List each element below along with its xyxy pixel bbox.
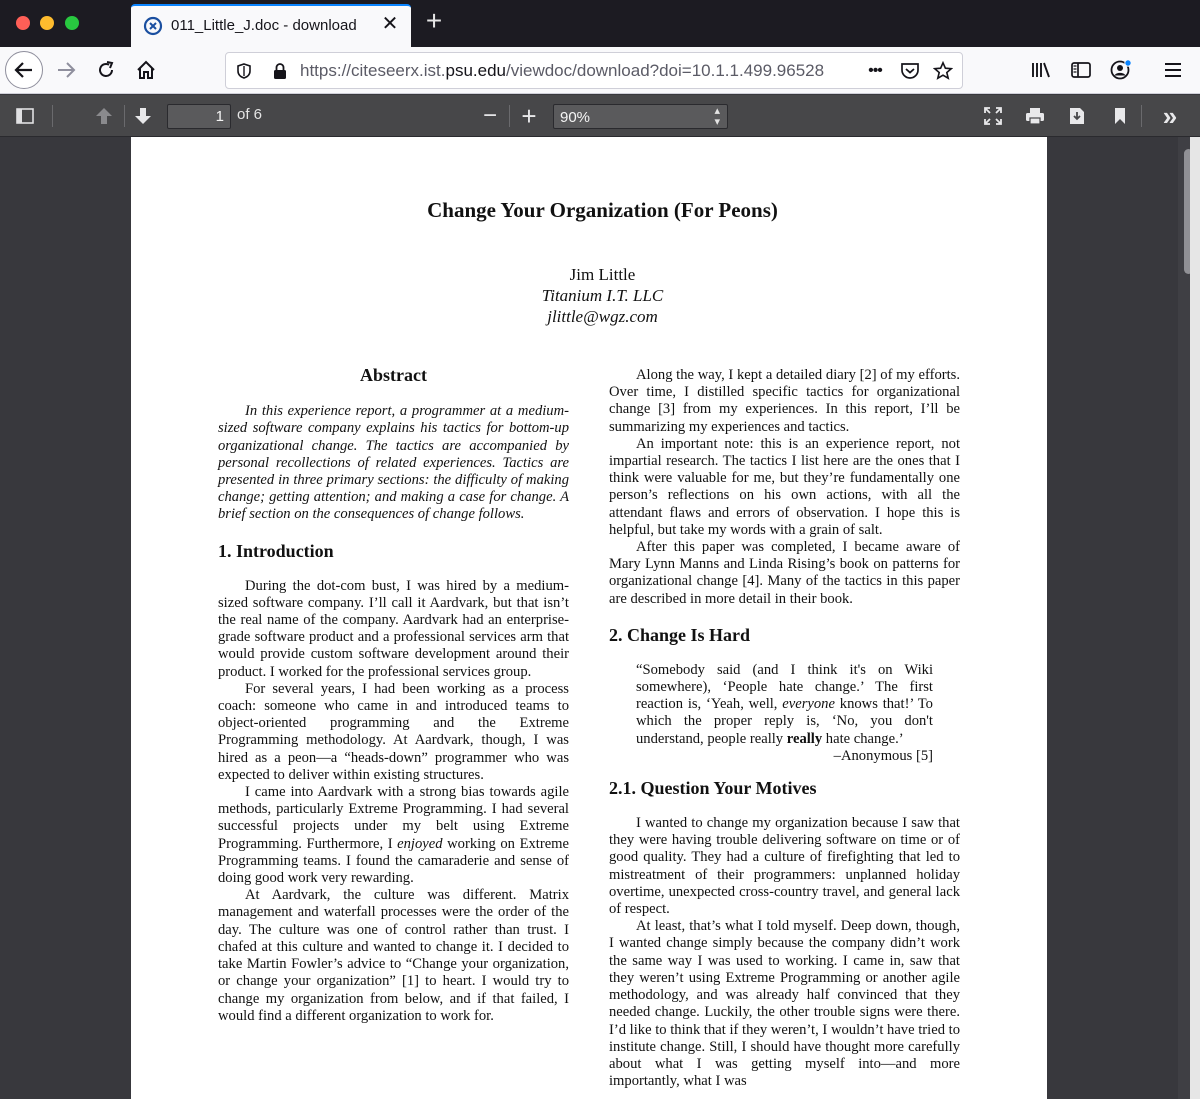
quote-strong: really <box>786 730 823 747</box>
right-column <box>609 367 960 1090</box>
quote-emphasis: everyone <box>782 696 835 713</box>
nav-bar <box>0 47 1200 94</box>
url-path: /viewdoc/download?doi=10.1.1.499.96528 <box>506 61 825 80</box>
zoom-in-button[interactable]: + <box>521 100 537 131</box>
page-count-label: of 6 <box>237 106 263 123</box>
intro-p3-emphasis: enjoyed <box>397 835 443 852</box>
pdf-page <box>131 137 1047 1099</box>
change-heading: 2. Change Is Hard <box>609 624 751 645</box>
toolbar-separator <box>1141 105 1142 127</box>
right-paragraph-1: Along the way, I kept a detailed diary [2] of my efforts. Over time, I distilled specific tactics for organizational change [3] from my experiences. In this report, I’ll be summarizing my experiences and tactics. <box>609 367 960 435</box>
tab-strip <box>0 0 1200 47</box>
zoom-select[interactable] <box>553 104 728 129</box>
intro-p3-start: I came into Aardvark with a strong bias towards agile methods, particularly Extreme Programming. I had several successful projects under my belt using Extreme Programming. Furthermore, I <box>218 784 569 852</box>
account-button[interactable] <box>1102 51 1140 89</box>
zoom-value: 90% <box>560 109 591 126</box>
zoom-out-button[interactable]: − <box>482 102 497 129</box>
save-button[interactable] <box>1064 103 1090 129</box>
epigraph-quote <box>636 662 933 765</box>
bookmark-star-icon[interactable] <box>933 61 953 81</box>
sidebar-toggle-icon <box>15 107 35 125</box>
account-icon <box>1109 58 1133 82</box>
url-domain: psu.edu <box>445 61 506 80</box>
back-arrow-icon <box>13 59 35 81</box>
presentation-mode-button[interactable] <box>980 103 1006 129</box>
page-actions-icon[interactable]: ••• <box>868 62 882 79</box>
tab-close-button[interactable]: ✕ <box>381 13 399 35</box>
bookmark-button[interactable] <box>1107 103 1133 129</box>
reload-button[interactable] <box>87 51 125 89</box>
author-name: Jim Little <box>569 265 636 284</box>
page-number-input[interactable]: 1 <box>167 104 231 129</box>
pdf-toolbar <box>0 95 1200 137</box>
sidebar-icon <box>1070 60 1092 80</box>
right-paragraph-2: An important note: this is an experience report, not impartial research. The tactics I list here are the ones that I think were valuable for me, but they’re fundamentally one person’s reflections on his own actions, with all the attendant flaws and errors of observation. I hope this is helpful, but take my words with a grain of salt. <box>609 435 960 538</box>
intro-paragraph-3 <box>218 784 569 887</box>
forward-arrow-icon <box>55 59 77 81</box>
previous-page-button[interactable] <box>91 103 117 129</box>
lock-icon[interactable] <box>270 61 290 81</box>
quote-attribution: –Anonymous [5] <box>833 747 933 764</box>
abstract-heading: Abstract <box>360 365 427 385</box>
url-bar[interactable] <box>225 52 963 89</box>
background-window-strip <box>1190 137 1200 1099</box>
left-column <box>218 367 569 1025</box>
toolbar-separator <box>124 105 125 127</box>
abstract-text: In this experience report, a programmer at a medium-sized software company explains his tactics for bottom-up organizational change. The tactics are accompanied by personal recollections of related experiences. Tactics are presented in three primary sections: the difficulty of making change; getting attention; and making a case for change. A brief section on the consequences of change follows. <box>218 403 569 523</box>
new-tab-button[interactable]: + <box>425 5 443 36</box>
right-paragraph-3: After this paper was completed, I became aware of Mary Lynn Manns and Linda Rising’s book on patterns for organizational change [4]. Many of the tactics in this paper are described in more detail in their book. <box>609 539 960 607</box>
print-button[interactable] <box>1022 103 1048 129</box>
window-minimize-button[interactable] <box>40 16 54 30</box>
pocket-icon[interactable] <box>900 61 920 81</box>
menu-button[interactable] <box>1154 51 1192 89</box>
intro-paragraph-4: At Aardvark, the culture was different. Matrix management and waterfall processes were the order of the day. The culture was one of control rather than trust. I chafed at this culture and wanted to change it. I decided to take Martin Fowler’s advice to “Change your organization, or change your organization” [1] to heart. I would try to change my organization from below, and if that failed, I would find a different organization to work for. <box>218 887 569 1024</box>
home-button[interactable] <box>127 51 165 89</box>
home-icon <box>135 59 157 81</box>
arrow-up-icon <box>94 106 114 126</box>
sidebar-button[interactable] <box>1062 51 1100 89</box>
tools-button[interactable]: » <box>1162 100 1178 131</box>
intro-paragraph-1: During the dot-com bust, I was hired by a medium-sized software company. I’ll call it Aardvark, but that isn’t the real name of the company. Aardvark had an enterprise-grade software product and a professional services arm that would provide custom software development around their product. I worked for the professional services group. <box>218 577 569 680</box>
url-text[interactable] <box>300 61 856 81</box>
quote-part-3: hate change.’ <box>822 730 904 747</box>
url-prefix: https://citeseerx.ist. <box>300 61 446 80</box>
next-page-button[interactable] <box>130 103 156 129</box>
hamburger-menu-icon <box>1163 61 1183 79</box>
library-icon <box>1030 60 1052 80</box>
forward-button[interactable] <box>47 51 85 89</box>
quote-text <box>636 662 933 748</box>
toolbar-separator <box>52 105 53 127</box>
intro-paragraph-2: For several years, I had been working as a process coach: someone who came in and introduced teams to object-oriented programming and the Extreme Programming methodology. At Aardvark, though, I was hired as a peon—a “heads-down” programmer who was expected to deliver within existing structures. <box>218 680 569 783</box>
motives-paragraph-1: I wanted to change my organization because I saw that they were having trouble delivering software on time or of good quality. They had a culture of firefighting that led to mistreatment of their programmers: unplanned holiday overtime, unexpected cross-country travel, and general lack of respect. <box>609 815 960 918</box>
motives-paragraph-2: At least, that’s what I told myself. Deep down, though, I wanted change simply because the company didn’t work the same way I was used to working. I came in, saw that they weren’t using Extreme Programming or another agile methodology, and was already half convinced that they needed change. Luckily, the other trouble signs were there. I’d like to think that if they weren’t, I wouldn’t have tried to institute change. Still, I should have thought more carefully about what I was getting myself into—and more importantly, what I was <box>609 918 960 1090</box>
download-icon <box>1067 106 1087 126</box>
quote-part-2: knows that!’ To which the proper reply is, ‘No, you don't understand, people really <box>636 696 933 747</box>
fullscreen-icon <box>983 106 1003 126</box>
tab-active[interactable] <box>131 4 411 47</box>
citeseer-favicon-icon <box>143 16 163 36</box>
tab-title: 011_Little_J.doc - download <box>171 17 357 34</box>
library-button[interactable] <box>1022 51 1060 89</box>
window-close-button[interactable] <box>16 16 30 30</box>
window-maximize-button[interactable] <box>65 16 79 30</box>
paper-title: Change Your Organization (For Peons) <box>427 198 778 222</box>
toggle-sidebar-button[interactable] <box>12 103 38 129</box>
print-icon <box>1024 106 1046 126</box>
toolbar-separator <box>509 105 510 127</box>
intro-heading: 1. Introduction <box>218 540 334 561</box>
motives-heading: 2.1. Question Your Motives <box>609 778 817 799</box>
bookmark-icon <box>1112 106 1128 126</box>
pdf-viewer <box>0 137 1200 1099</box>
author-email: jlittle@wgz.com <box>547 307 658 326</box>
arrow-down-icon <box>133 106 153 126</box>
quote-part-1: “Somebody said (and I think it's on Wiki somewhere), ‘People hate change.’ The first reaction is, ‘Yeah, well, <box>636 661 933 713</box>
author-affiliation: Titanium I.T. LLC <box>541 286 664 305</box>
intro-p3-end: working on Extreme Programming teams. I found the camaraderie and sense of doing good work very rewarding. <box>218 835 569 887</box>
select-arrows-icon: ▴ ▾ <box>714 105 720 128</box>
tracking-shield-icon[interactable] <box>234 61 254 81</box>
back-button[interactable] <box>5 51 43 89</box>
reload-icon <box>95 59 117 81</box>
